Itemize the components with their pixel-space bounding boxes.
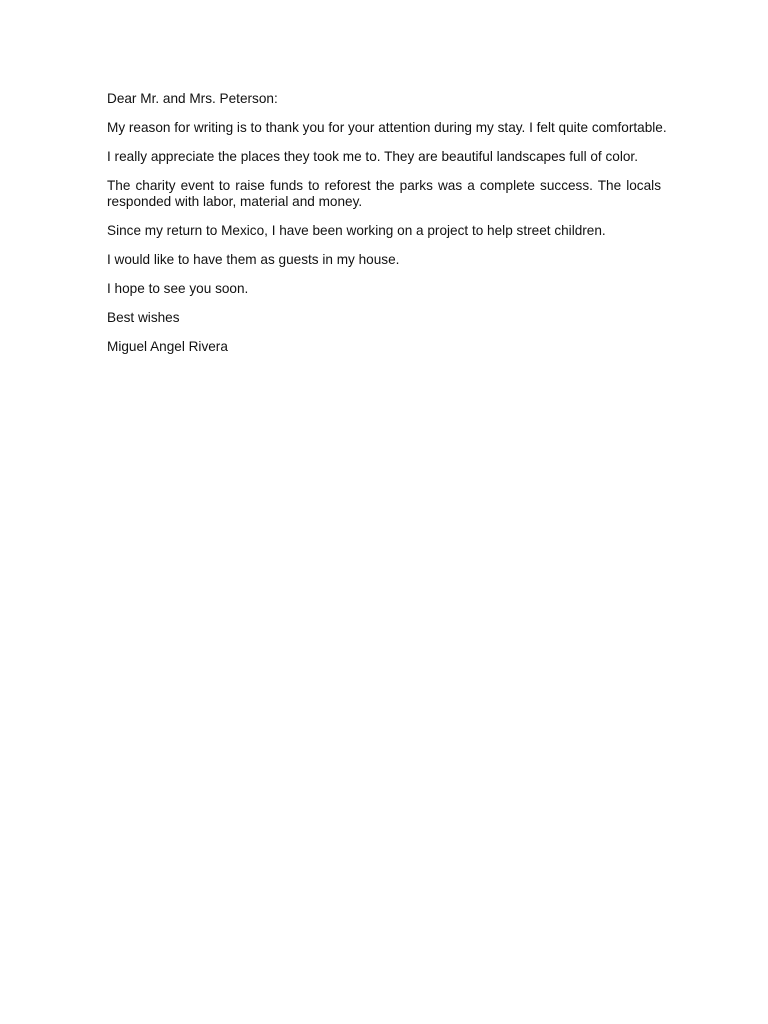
letter-paragraph: I hope to see you soon. [107, 281, 249, 296]
letter-closing: Best wishes [107, 310, 180, 325]
letter-paragraph: I really appreciate the places they took me to. They are beautiful landscapes full of color. [107, 149, 638, 164]
letter-paragraph: Since my return to Mexico, I have been working on a project to help street children. [107, 223, 606, 238]
letter-paragraph: The charity event to raise funds to reforest the parks was a complete success. The locals responded with labor, material and money. [107, 178, 661, 209]
letter-signature: Miguel Angel Rivera [107, 339, 228, 354]
letter-paragraph: My reason for writing is to thank you for your attention during my stay. I felt quite comfortable. [107, 120, 667, 135]
letter-body [107, 91, 667, 368]
letter-paragraph: I would like to have them as guests in my house. [107, 252, 400, 267]
letter-salutation: Dear Mr. and Mrs. Peterson: [107, 91, 278, 106]
